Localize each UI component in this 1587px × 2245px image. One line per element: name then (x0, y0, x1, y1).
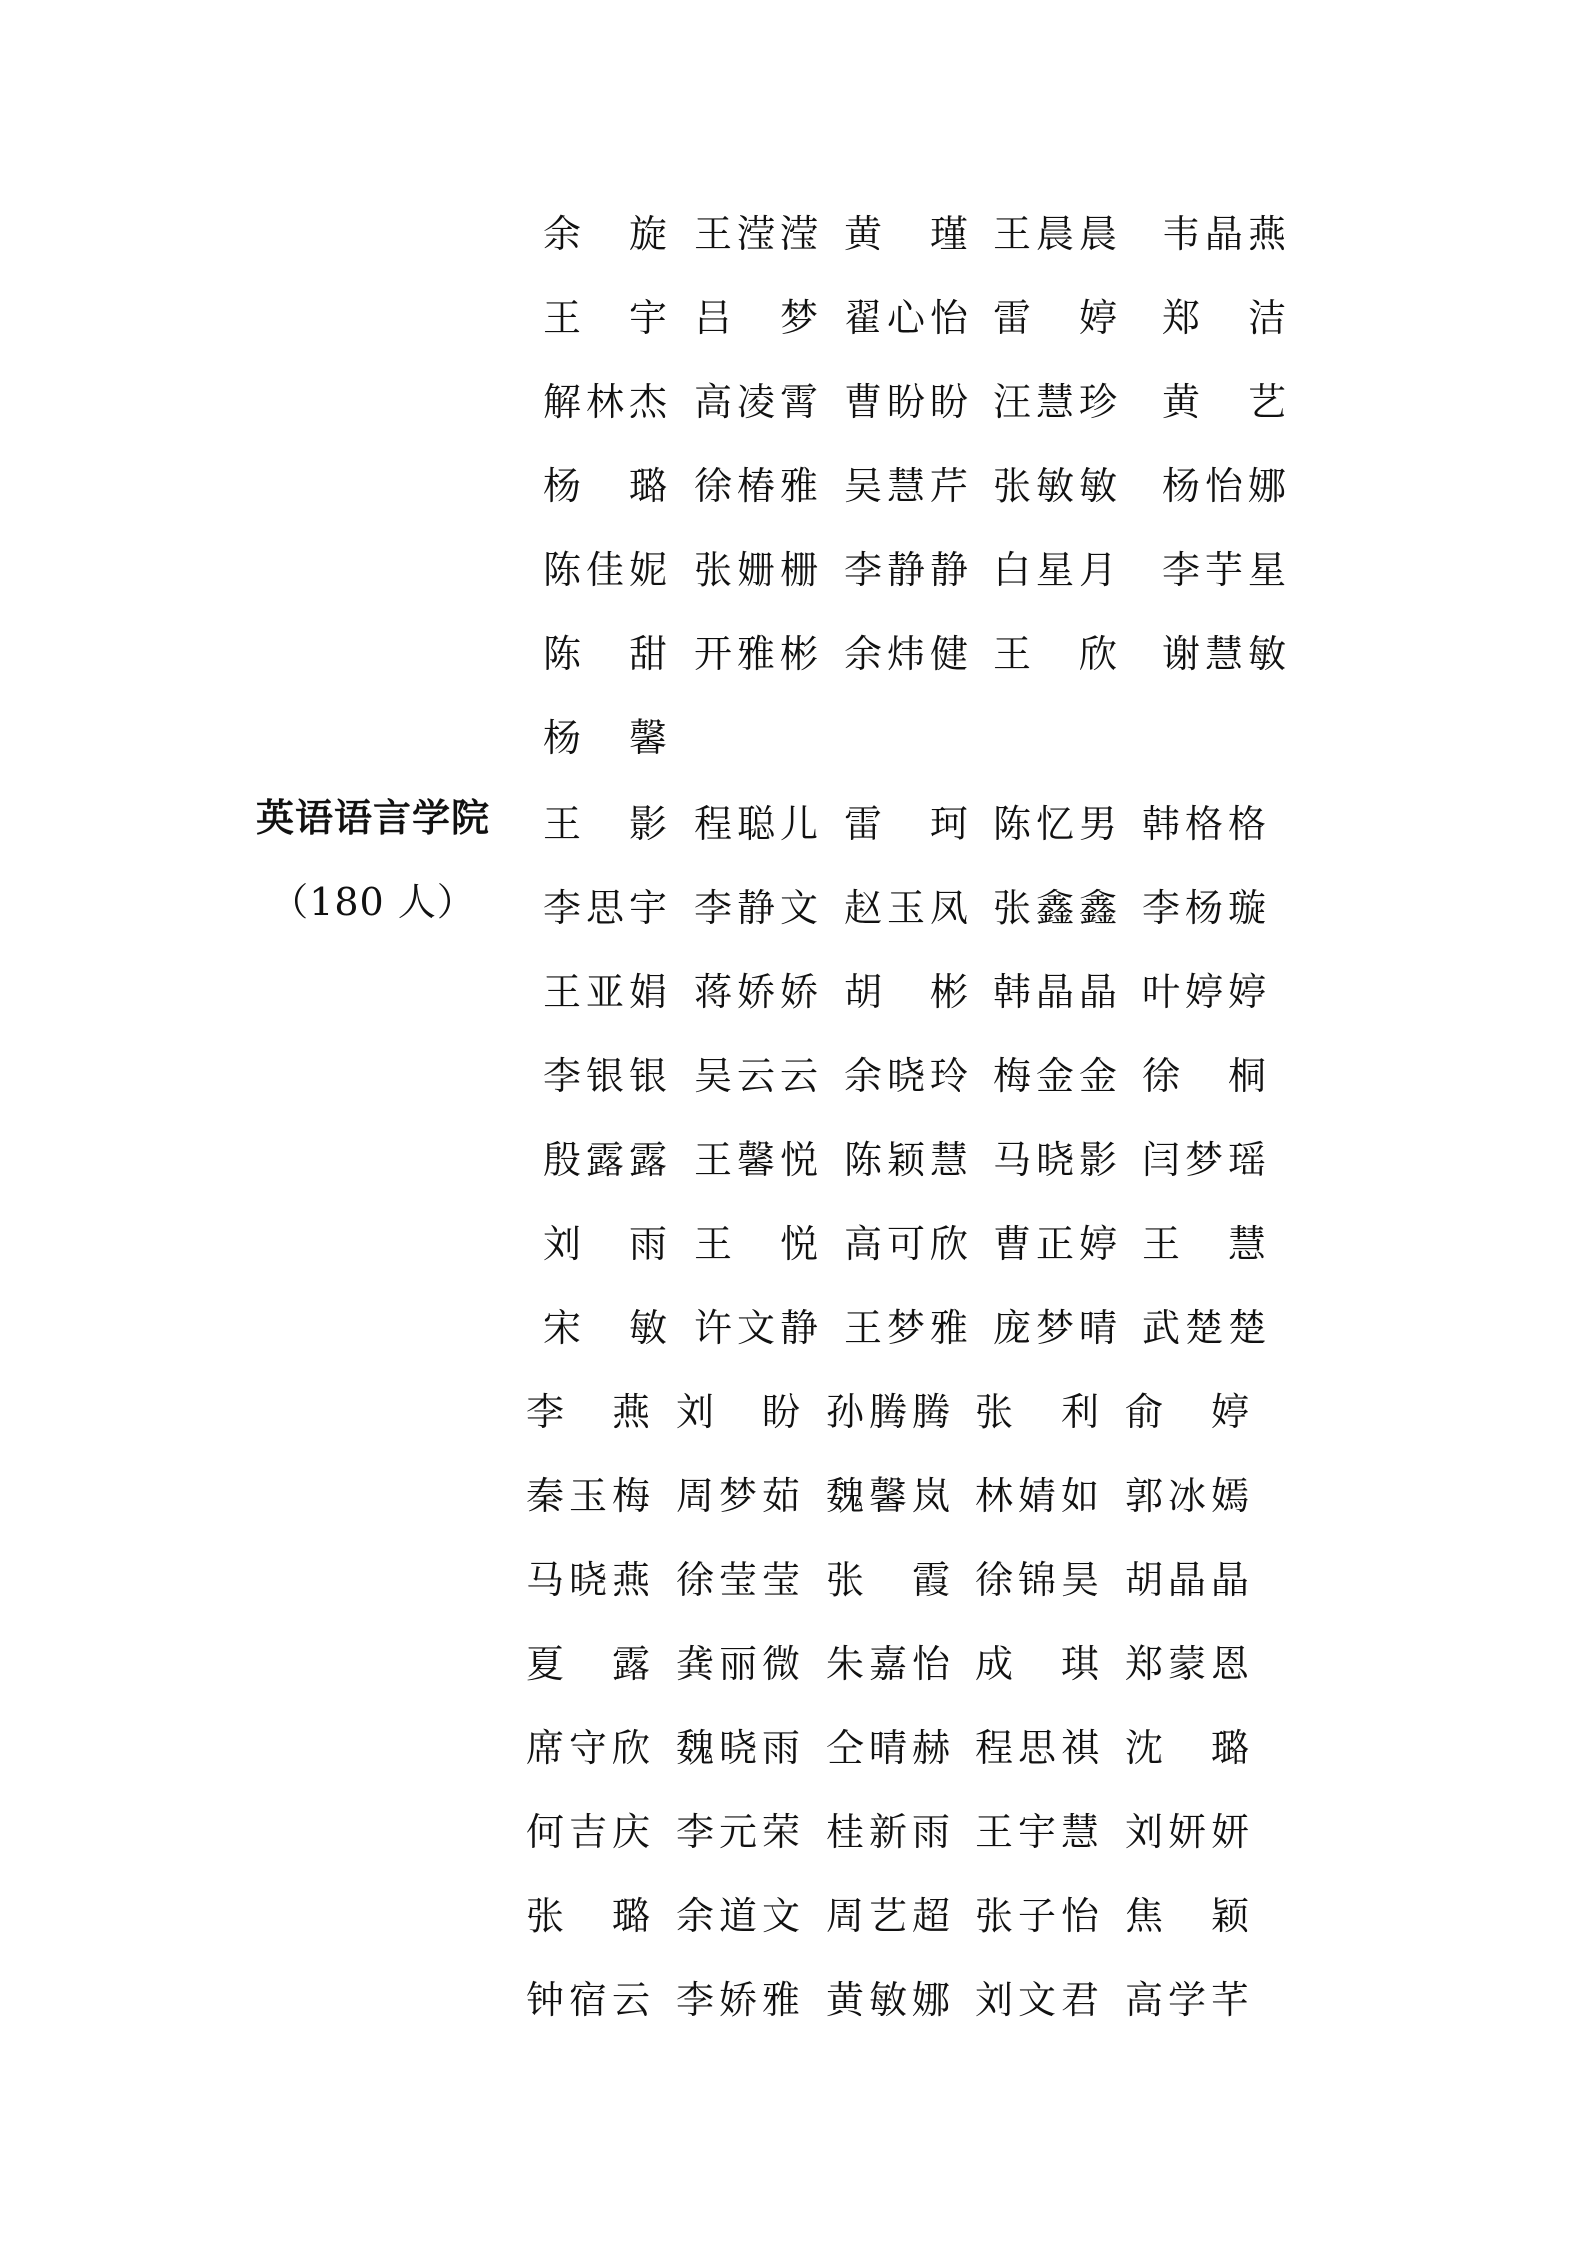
person-name: 沈 璐 (1125, 1726, 1249, 1770)
person-name: 黄 瑾 (844, 212, 968, 256)
college-title: 英语语言学院 (255, 795, 490, 840)
person-name: 刘 文 君 (975, 1978, 1099, 2022)
person-name: 周 艺 超 (826, 1894, 950, 1938)
person-name: 余 晓 玲 (844, 1054, 968, 1098)
person-name: 白 星 月 (993, 548, 1117, 592)
person-name: 魏 晓 雨 (676, 1726, 800, 1770)
person-name: 张 利 (975, 1390, 1099, 1434)
person-name: 张 姗 栅 (694, 548, 818, 592)
person-name: 陈 甜 (543, 632, 667, 676)
person-name: 王 悦 (694, 1222, 818, 1266)
person-name: 焦 颖 (1125, 1894, 1249, 1938)
person-name: 徐 锦 昊 (975, 1558, 1099, 1602)
person-name: 刘 妍 妍 (1125, 1810, 1249, 1854)
person-name: 解 林 杰 (543, 380, 667, 424)
person-name: 吴 云 云 (694, 1054, 818, 1098)
person-name: 李 杨 璇 (1142, 886, 1266, 930)
person-name: 李 银 银 (543, 1054, 667, 1098)
person-name: 张 鑫 鑫 (993, 886, 1117, 930)
person-name: 余 炜 健 (844, 632, 968, 676)
person-name: 马 晓 影 (993, 1138, 1117, 1182)
person-name: 李 静 静 (844, 548, 968, 592)
person-name: 徐 椿 雅 (694, 464, 818, 508)
person-name: 龚 丽 微 (676, 1642, 800, 1686)
person-name: 蒋 娇 娇 (694, 970, 818, 1014)
person-name: 高 学 芊 (1125, 1978, 1249, 2022)
person-name: 胡 彬 (844, 970, 968, 1014)
person-name: 开 雅 彬 (694, 632, 818, 676)
person-name: 陈 颖 慧 (844, 1138, 968, 1182)
person-name: 许 文 静 (694, 1306, 818, 1350)
person-name: 殷 露 露 (543, 1138, 667, 1182)
person-name: 王 滢 滢 (694, 212, 818, 256)
person-name: 黄 敏 娜 (826, 1978, 950, 2022)
person-name: 刘 雨 (543, 1222, 667, 1266)
person-name: 王 慧 (1142, 1222, 1266, 1266)
person-name: 周 梦 茹 (676, 1474, 800, 1518)
person-name: 王 欣 (993, 632, 1117, 676)
college-count: （180 人） (270, 880, 476, 924)
person-name: 赵 玉 凤 (844, 886, 968, 930)
person-name: 席 守 欣 (526, 1726, 650, 1770)
person-name: 曹 盼 盼 (844, 380, 968, 424)
person-name: 黄 艺 (1162, 380, 1286, 424)
person-name: 庞 梦 晴 (993, 1306, 1117, 1350)
person-name: 王 亚 娟 (543, 970, 667, 1014)
person-name: 程 思 祺 (975, 1726, 1099, 1770)
person-name: 张 子 怡 (975, 1894, 1099, 1938)
person-name: 桂 新 雨 (826, 1810, 950, 1854)
person-name: 闫 梦 瑶 (1142, 1138, 1266, 1182)
person-name: 余 旋 (543, 212, 667, 256)
person-name: 郭 冰 嫣 (1125, 1474, 1249, 1518)
person-name: 王 影 (543, 802, 667, 846)
person-name: 谢 慧 敏 (1162, 632, 1286, 676)
person-name: 陈 忆 男 (993, 802, 1117, 846)
person-name: 高 可 欣 (844, 1222, 968, 1266)
person-name: 钟 宿 云 (526, 1978, 650, 2022)
person-name: 成 琪 (975, 1642, 1099, 1686)
person-name: 刘 盼 (676, 1390, 800, 1434)
person-name: 李 元 荣 (676, 1810, 800, 1854)
person-name: 杨 璐 (543, 464, 667, 508)
person-name: 杨 馨 (543, 716, 667, 760)
person-name: 汪 慧 珍 (993, 380, 1117, 424)
person-name: 魏 馨 岚 (826, 1474, 950, 1518)
person-name: 马 晓 燕 (526, 1558, 650, 1602)
person-name: 程 聪 儿 (694, 802, 818, 846)
person-name: 胡 晶 晶 (1125, 1558, 1249, 1602)
person-name: 李 思 宇 (543, 886, 667, 930)
person-name: 王 梦 雅 (844, 1306, 968, 1350)
person-name: 梅 金 金 (993, 1054, 1117, 1098)
person-name: 韩 格 格 (1142, 802, 1266, 846)
person-name: 王 宇 慧 (975, 1810, 1099, 1854)
person-name: 杨 怡 娜 (1162, 464, 1286, 508)
person-name: 张 敏 敏 (993, 464, 1117, 508)
person-name: 王 晨 晨 (993, 212, 1117, 256)
person-name: 仝 晴 赫 (826, 1726, 950, 1770)
person-name: 翟 心 怡 (844, 296, 968, 340)
person-name: 夏 露 (526, 1642, 650, 1686)
person-name: 张 璐 (526, 1894, 650, 1938)
person-name: 俞 婷 (1125, 1390, 1249, 1434)
person-name: 王 宇 (543, 296, 667, 340)
person-name: 高 凌 霄 (694, 380, 818, 424)
person-name: 吴 慧 芹 (844, 464, 968, 508)
person-name: 王 馨 悦 (694, 1138, 818, 1182)
person-name: 秦 玉 梅 (526, 1474, 650, 1518)
person-name: 余 道 文 (676, 1894, 800, 1938)
person-name: 吕 梦 (694, 296, 818, 340)
person-name: 宋 敏 (543, 1306, 667, 1350)
person-name: 孙 腾 腾 (826, 1390, 950, 1434)
person-name: 郑 蒙 恩 (1125, 1642, 1249, 1686)
person-name: 林 婧 如 (975, 1474, 1099, 1518)
person-name: 陈 佳 妮 (543, 548, 667, 592)
person-name: 叶 婷 婷 (1142, 970, 1266, 1014)
person-name: 郑 洁 (1162, 296, 1286, 340)
person-name: 李 娇 雅 (676, 1978, 800, 2022)
person-name: 李 燕 (526, 1390, 650, 1434)
person-name: 曹 正 婷 (993, 1222, 1117, 1266)
person-name: 李 芋 星 (1162, 548, 1286, 592)
person-name: 李 静 文 (694, 886, 818, 930)
person-name: 武 楚 楚 (1142, 1306, 1266, 1350)
person-name: 朱 嘉 怡 (826, 1642, 950, 1686)
person-name: 韦 晶 燕 (1162, 212, 1286, 256)
person-name: 何 吉 庆 (526, 1810, 650, 1854)
person-name: 张 霞 (826, 1558, 950, 1602)
person-name: 韩 晶 晶 (993, 970, 1117, 1014)
person-name: 徐 桐 (1142, 1054, 1266, 1098)
person-name: 雷 婷 (993, 296, 1117, 340)
person-name: 雷 珂 (844, 802, 968, 846)
person-name: 徐 莹 莹 (676, 1558, 800, 1602)
